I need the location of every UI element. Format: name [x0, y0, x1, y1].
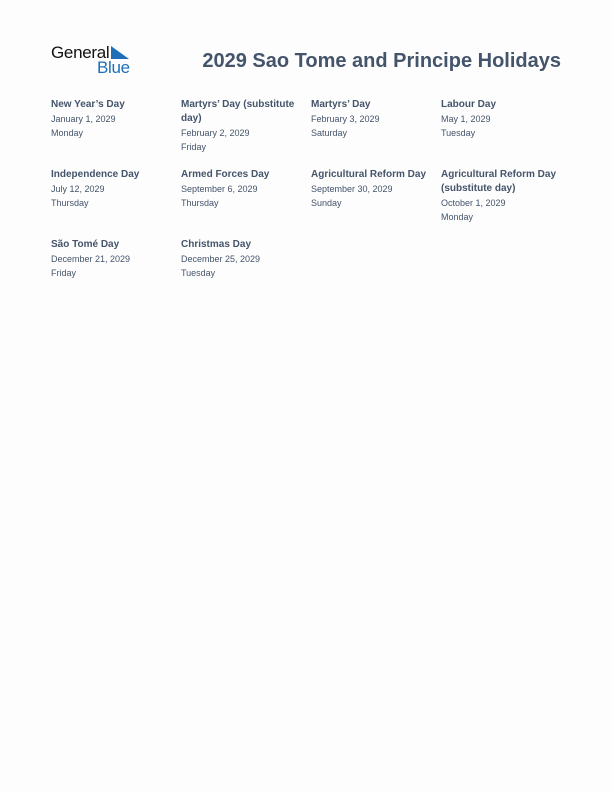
holiday-name: São Tomé Day [51, 239, 120, 250]
holiday-item [181, 168, 305, 210]
holiday-item [51, 168, 175, 210]
holiday-item [51, 238, 175, 280]
holiday-weekday: Thursday [51, 198, 89, 208]
holiday-name: New Year’s Day [51, 99, 125, 110]
holiday-item [51, 98, 175, 140]
holiday-date: May 1, 2029 [441, 114, 491, 124]
holiday-name: Independence Day [51, 169, 140, 180]
page-title: 2029 Sao Tome and Principe Holidays [202, 50, 561, 72]
holiday-name: Martyrs’ Day (substitute day) [181, 99, 295, 124]
logo-blue-text: Blue [97, 58, 130, 77]
holiday-date: September 30, 2029 [311, 184, 393, 194]
holiday-date: December 21, 2029 [51, 254, 131, 264]
holiday-item [181, 238, 305, 280]
holiday-weekday: Friday [51, 268, 77, 278]
holiday-weekday: Thursday [181, 198, 219, 208]
holiday-name: Christmas Day [181, 239, 252, 250]
holiday-weekday: Monday [441, 212, 474, 222]
holiday-weekday: Saturday [311, 128, 348, 138]
holiday-weekday: Tuesday [181, 268, 216, 278]
holiday-date: September 6, 2029 [181, 184, 258, 194]
holiday-name: Armed Forces Day [181, 169, 270, 180]
holiday-date: July 12, 2029 [51, 184, 105, 194]
holiday-date: December 25, 2029 [181, 254, 261, 264]
holiday-weekday: Sunday [311, 198, 342, 208]
generalblue-logo [51, 43, 141, 79]
holiday-weekday: Tuesday [441, 128, 476, 138]
holiday-name: Martyrs’ Day [311, 99, 371, 110]
holiday-weekday: Friday [181, 142, 207, 152]
holiday-date: October 1, 2029 [441, 198, 506, 208]
holiday-item [311, 98, 435, 140]
holiday-item [441, 168, 565, 224]
holiday-date: January 1, 2029 [51, 114, 116, 124]
holiday-name: Agricultural Reform Day (substitute day) [441, 169, 557, 194]
holiday-item [181, 98, 305, 154]
holiday-name: Labour Day [441, 99, 497, 110]
holiday-date: February 3, 2029 [311, 114, 380, 124]
logo-general-text: General [51, 43, 110, 62]
holiday-date: February 2, 2029 [181, 128, 250, 138]
holiday-weekday: Monday [51, 128, 84, 138]
holiday-item [441, 98, 565, 140]
holiday-name: Agricultural Reform Day [311, 169, 427, 180]
holiday-item [311, 168, 435, 210]
